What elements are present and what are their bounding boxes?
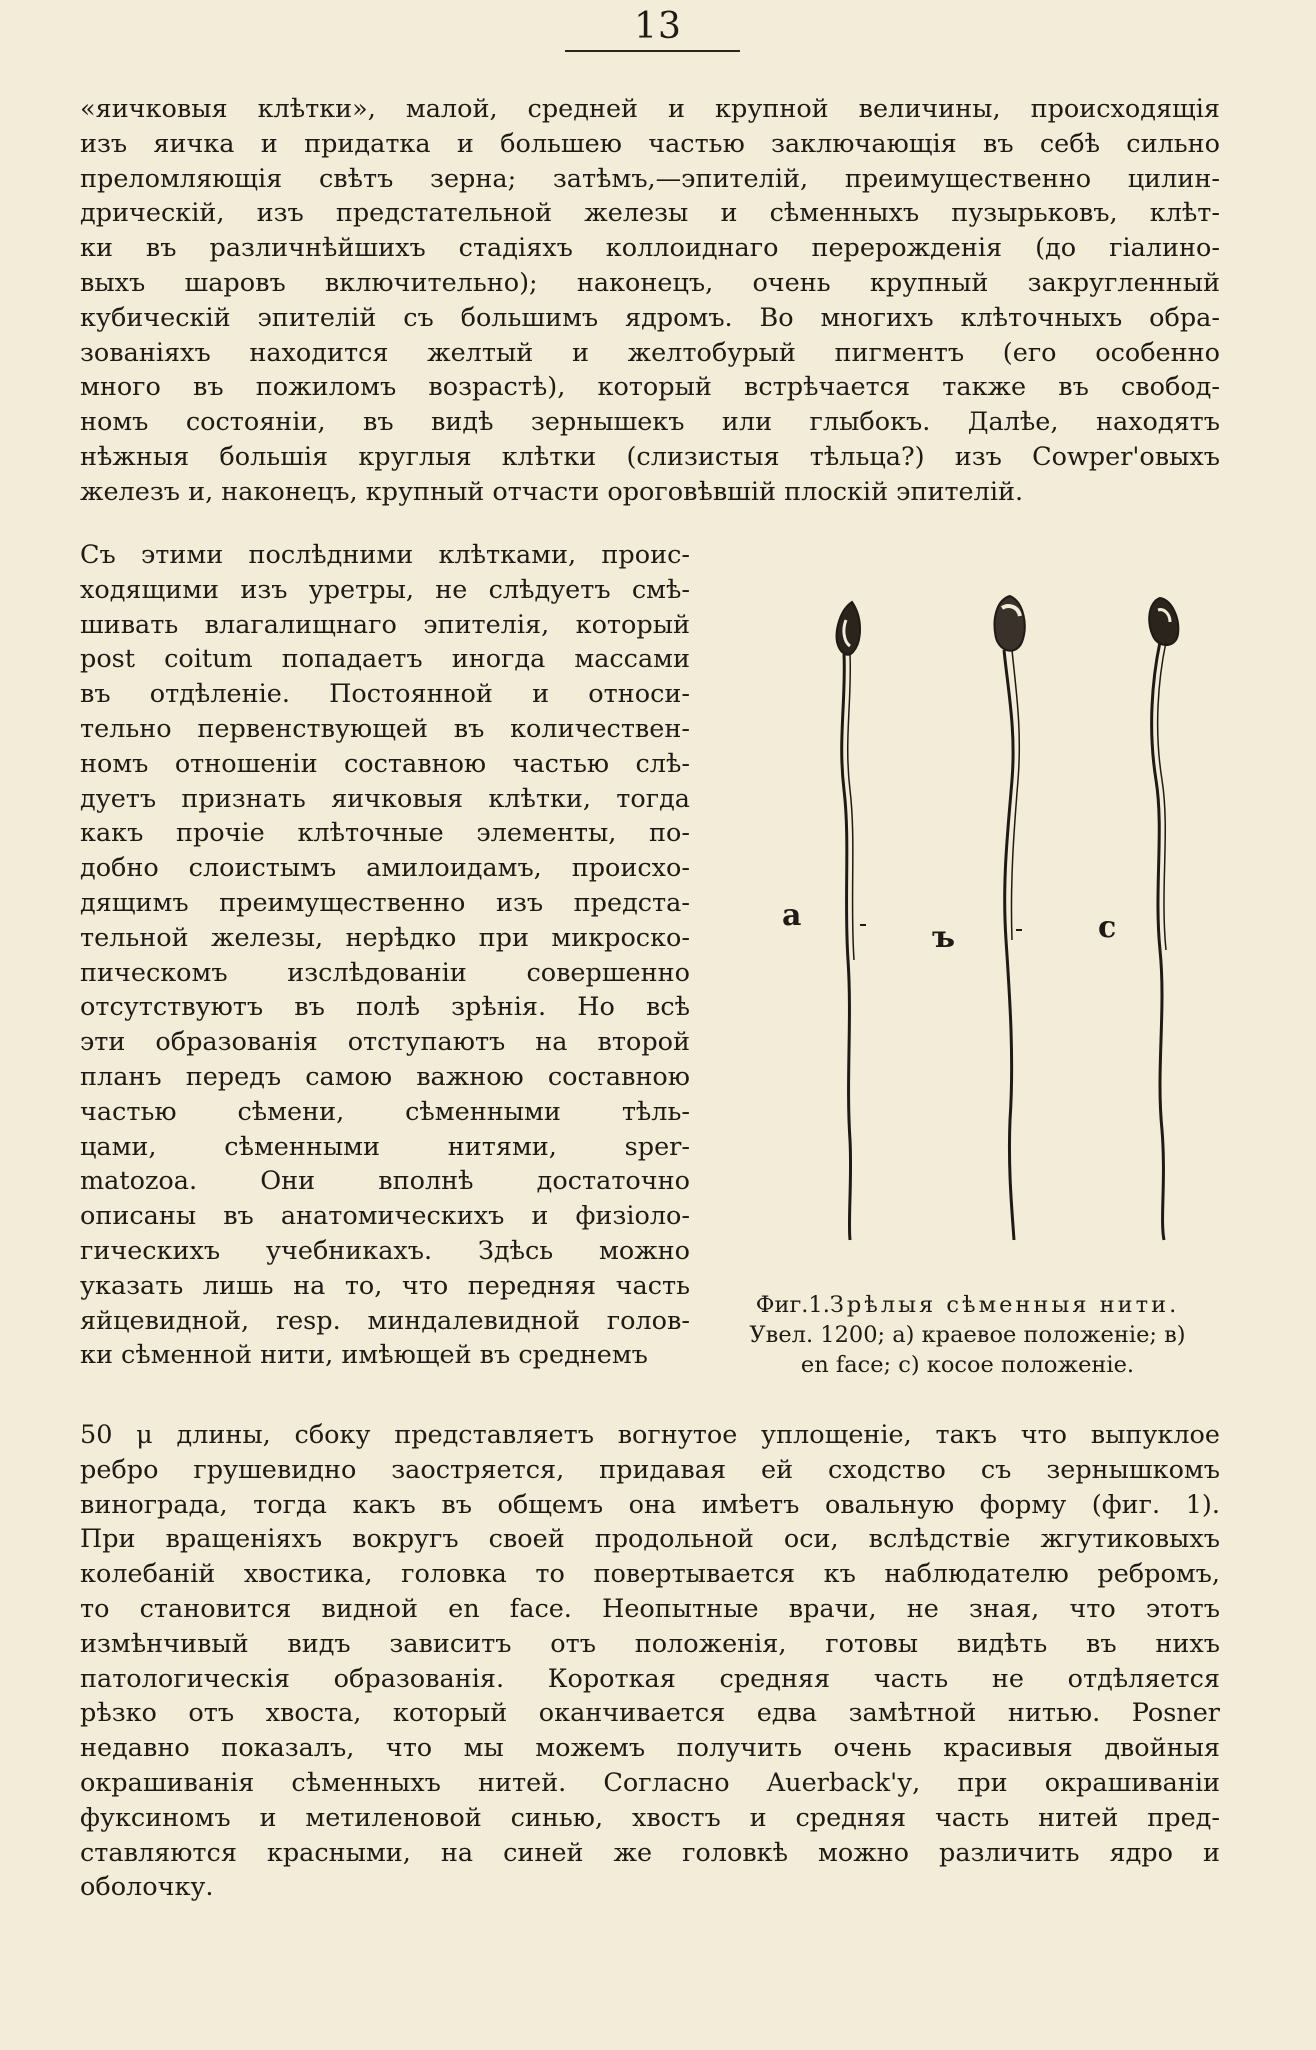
text-line: цами, сѣменными нитями, sper- bbox=[80, 1131, 690, 1162]
text-line: ки въ различнѣйшихъ стадіяхъ коллоиднаго перерожденія (до гіалино- bbox=[80, 233, 1220, 264]
text-line: оболочку. bbox=[80, 1872, 214, 1903]
text-line: патологическія образованія. Короткая средняя часть не отдѣляется bbox=[80, 1663, 1220, 1694]
text-line: Съ этими послѣдними клѣтками, проис- bbox=[80, 540, 690, 570]
text-line: ки сѣменной нити, имѣющей въ среднемъ bbox=[80, 1340, 648, 1371]
text-line: выхъ шаровъ включительно); наконецъ, очень крупный закругленный bbox=[80, 267, 1220, 298]
text-line: дящимъ преимущественно изъ предста- bbox=[80, 887, 690, 918]
sperm-c-icon bbox=[1149, 598, 1178, 1240]
text-line: въ отдѣленіе. Постоянной и относи- bbox=[80, 679, 690, 710]
text-line: железъ и, наконецъ, крупный отчасти ороговѣвшій плоскій эпителій. bbox=[80, 476, 1024, 507]
text-line: ходящими изъ уретры, не слѣдуетъ смѣ- bbox=[80, 574, 690, 605]
text-line: нѣжныя большія круглыя клѣтки (слизистыя тѣльца?) изъ Cowper'овыхъ bbox=[80, 441, 1220, 472]
text-line: планъ передъ самою важною составною bbox=[80, 1061, 690, 1092]
text-line: указать лишь на то, что передняя часть bbox=[80, 1270, 690, 1301]
sperm-a-icon bbox=[837, 602, 860, 1240]
text-line: то становится видной en face. Неопытные врачи, не зная, что этотъ bbox=[80, 1593, 1220, 1624]
figure-label-a: a bbox=[782, 898, 802, 933]
text-line: дрическій, изъ предстательной железы и сѣменныхъ пузырьковъ, клѣт- bbox=[80, 198, 1220, 229]
text-line: гическихъ учебникахъ. Здѣсь можно bbox=[80, 1235, 690, 1266]
text-line: недавно показалъ, что мы можемъ получить очень красивыя двойныя bbox=[80, 1733, 1220, 1764]
caption-line-3: en face; с) косое положеніе. bbox=[800, 1352, 1135, 1378]
text-line: post coitum попадаетъ иногда массами bbox=[80, 644, 690, 675]
figure-caption bbox=[715, 1290, 1220, 1380]
text-line: много въ пожиломъ возрастѣ), который встрѣчается также въ свобод- bbox=[80, 372, 1220, 403]
text-line: описаны въ анатомическихъ и физіоло- bbox=[80, 1201, 690, 1232]
text-line: номъ состояніи, въ видѣ зернышекъ или глыбокъ. Далѣе, находятъ bbox=[80, 407, 1220, 438]
top-paragraph bbox=[80, 92, 1220, 510]
text-line: тельно первенствующей въ количествен- bbox=[80, 713, 690, 744]
text-line: добно слоистымъ амилоидамъ, происхо- bbox=[80, 853, 690, 884]
text-line: преломляющія свѣтъ зерна; затѣмъ,—эпителій, преимущественно цилин- bbox=[80, 163, 1220, 194]
text-line: тельной железы, нерѣдко при микроско- bbox=[80, 922, 690, 953]
text-line: окрашиванія сѣменныхъ нитей. Согласно Auerback'у, при окрашиваніи bbox=[80, 1767, 1220, 1798]
text-line: частью сѣмени, сѣменными тѣль- bbox=[80, 1096, 690, 1127]
text-line: эти образованія отступаютъ на второй bbox=[80, 1027, 690, 1058]
figure-spermatozoa bbox=[720, 580, 1240, 1280]
text-line: винограда, тогда какъ въ общемъ она имѣетъ овальную форму (фиг. 1). bbox=[80, 1489, 1220, 1520]
caption-line-1: Фиг.1.Зрѣлыя сѣменныя нити. bbox=[755, 1292, 1180, 1318]
text-line: кубическій эпителій съ большимъ ядромъ. Во многихъ клѣточныхъ обра- bbox=[80, 302, 1220, 333]
text-line: шивать влагалищнаго эпителія, который bbox=[80, 609, 690, 640]
text-line: ставляются красными, на синей же головкѣ можно различить ядро и bbox=[80, 1837, 1220, 1868]
text-line: фуксиномъ и метиленовой синью, хвостъ и средняя часть нитей пред- bbox=[80, 1802, 1220, 1833]
figure-label-c: c bbox=[1098, 910, 1117, 945]
text-line: отсутствуютъ въ полѣ зрѣнія. Но всѣ bbox=[80, 992, 690, 1023]
text-line: matozoa. Они вполнѣ достаточно bbox=[80, 1166, 690, 1197]
text-line: какъ прочіе клѣточные элементы, по- bbox=[80, 818, 690, 849]
text-line: дуетъ признать яичковыя клѣтки, тогда bbox=[80, 783, 690, 814]
bottom-paragraph bbox=[80, 1418, 1220, 1905]
text-line: пическомъ изслѣдованіи совершенно bbox=[80, 957, 690, 988]
sperm-b-icon bbox=[995, 596, 1025, 1240]
text-line: 50 μ длины, сбоку представляетъ вогнутое уплощеніе, такъ что выпуклое bbox=[80, 1420, 1220, 1450]
text-line: колебаній хвостика, головка то повертывается къ наблюдателю ребромъ, bbox=[80, 1559, 1220, 1590]
figure-label-b: ъ bbox=[932, 920, 956, 955]
text-line: номъ отношеніи составною частью слѣ- bbox=[80, 748, 690, 779]
text-line: яйцевидной, resp. миндалевидной голов- bbox=[80, 1305, 690, 1336]
page-number: 13 bbox=[634, 6, 682, 47]
text-line: зованіяхъ находится желтый и желтобурый пигментъ (его особенно bbox=[80, 337, 1220, 368]
left-column-paragraph bbox=[80, 538, 690, 1373]
text-line: измѣнчивый видъ зависитъ отъ положенія, готовы видѣть въ нихъ bbox=[80, 1628, 1220, 1659]
text-line: изъ яичка и придатка и большею частью заключающія въ себѣ сильно bbox=[80, 128, 1220, 159]
caption-line-2: Увел. 1200; а) краевое положеніе; в) bbox=[749, 1322, 1186, 1348]
text-line: При вращеніяхъ вокругъ своей продольной оси, вслѣдствіе жгутиковыхъ bbox=[80, 1524, 1220, 1555]
header-rule bbox=[565, 50, 740, 52]
text-line: ребро грушевидно заостряется, придавая ей сходство съ зернышкомъ bbox=[80, 1454, 1220, 1485]
text-line: рѣзко отъ хвоста, который оканчивается едва замѣтной нитью. Posner bbox=[80, 1698, 1220, 1729]
text-line: «яичковыя клѣтки», малой, средней и крупной величины, происходящія bbox=[80, 94, 1220, 124]
